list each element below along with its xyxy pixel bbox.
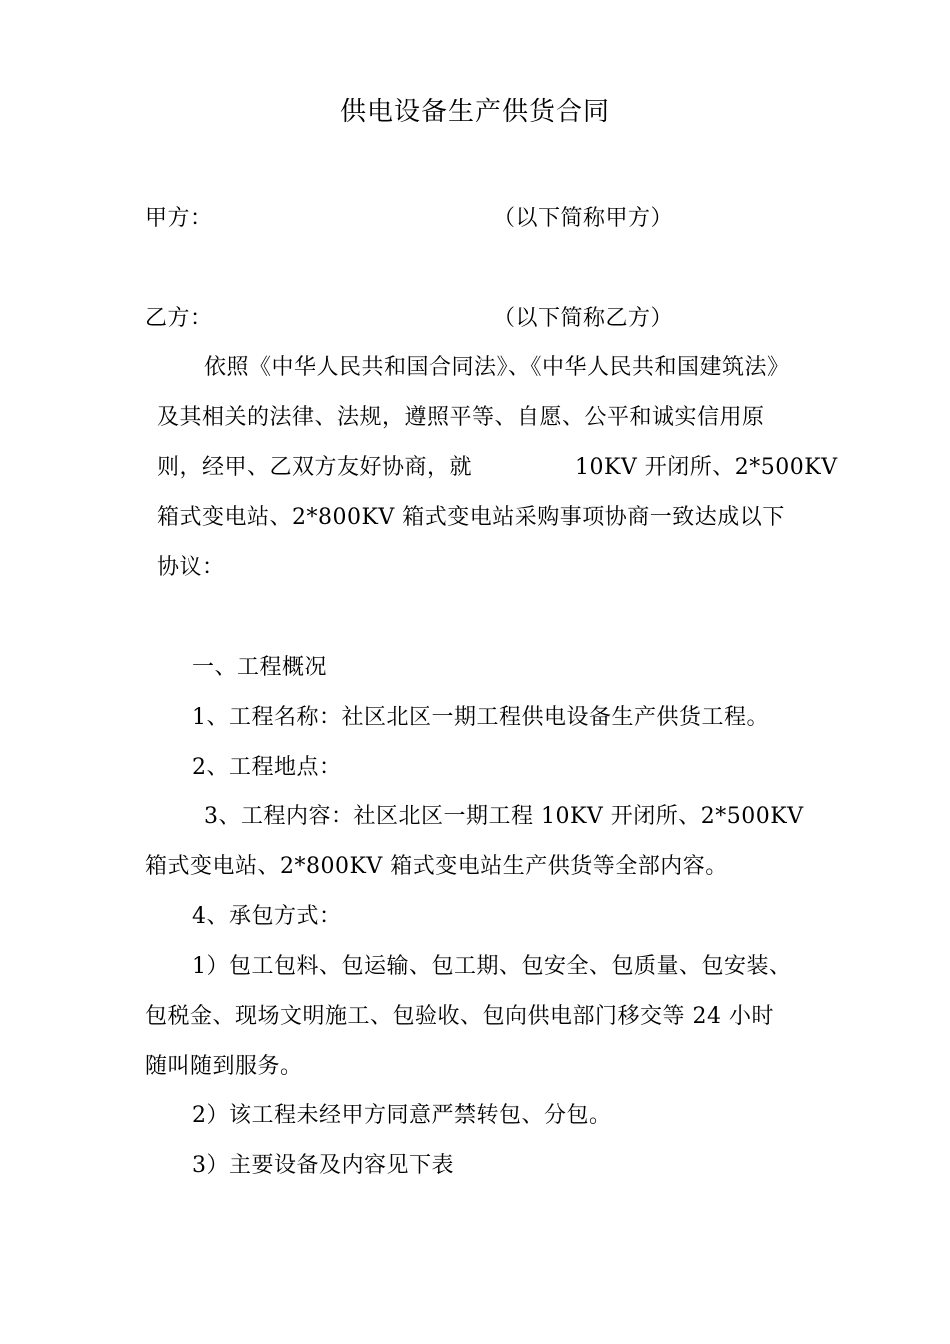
preamble-line-1: 依照《中华人民共和国合同法》、《中华人民共和国建筑法》 (204, 355, 790, 380)
document-title: 供电设备生产供货合同 (339, 97, 610, 127)
subitem-3: 3）主要设备及内容见下表 (192, 1153, 454, 1178)
subitem-1-line-1: 1）包工包料、包运输、包工期、包安全、包质量、包安装、 (192, 954, 792, 979)
preamble-line-3: 则，经甲、乙双方友好协商，就 (157, 455, 473, 480)
subitem-2: 2）该工程未经甲方同意严禁转包、分包。 (192, 1103, 612, 1128)
party-a-alias: （以下简称甲方） (493, 206, 674, 231)
subitem-1-line-2: 包税金、现场文明施工、包验收、包向供电部门移交等 24 小时 (145, 1004, 774, 1029)
party-b-alias: （以下简称乙方） (493, 306, 674, 331)
preamble-line-5: 协议： (157, 555, 225, 580)
party-b-label: 乙方： (145, 306, 213, 331)
preamble-line-2: 及其相关的法律、法规，遵照平等、自愿、公平和诚实信用原 (157, 405, 765, 430)
item-project-name: 1、工程名称：社区北区一期工程供电设备生产供货工程。 (192, 705, 769, 730)
party-a-label: 甲方： (145, 206, 213, 231)
item-contract-method: 4、承包方式： (192, 904, 342, 929)
preamble-line-4: 箱式变电站、2*800KV 箱式变电站采购事项协商一致达成以下 (157, 505, 785, 530)
item-project-content-line-2: 箱式变电站、2*800KV 箱式变电站生产供货等全部内容。 (145, 854, 728, 879)
item-project-content-line-1: 3、工程内容：社区北区一期工程 10KV 开闭所、2*500KV (204, 804, 804, 829)
item-project-location: 2、工程地点： (192, 755, 342, 780)
preamble-line-3-project: 10KV 开闭所、2*500KV (575, 455, 838, 480)
subitem-1-line-3: 随叫随到服务。 (145, 1054, 303, 1079)
section-heading: 一、工程概况 (192, 655, 328, 680)
